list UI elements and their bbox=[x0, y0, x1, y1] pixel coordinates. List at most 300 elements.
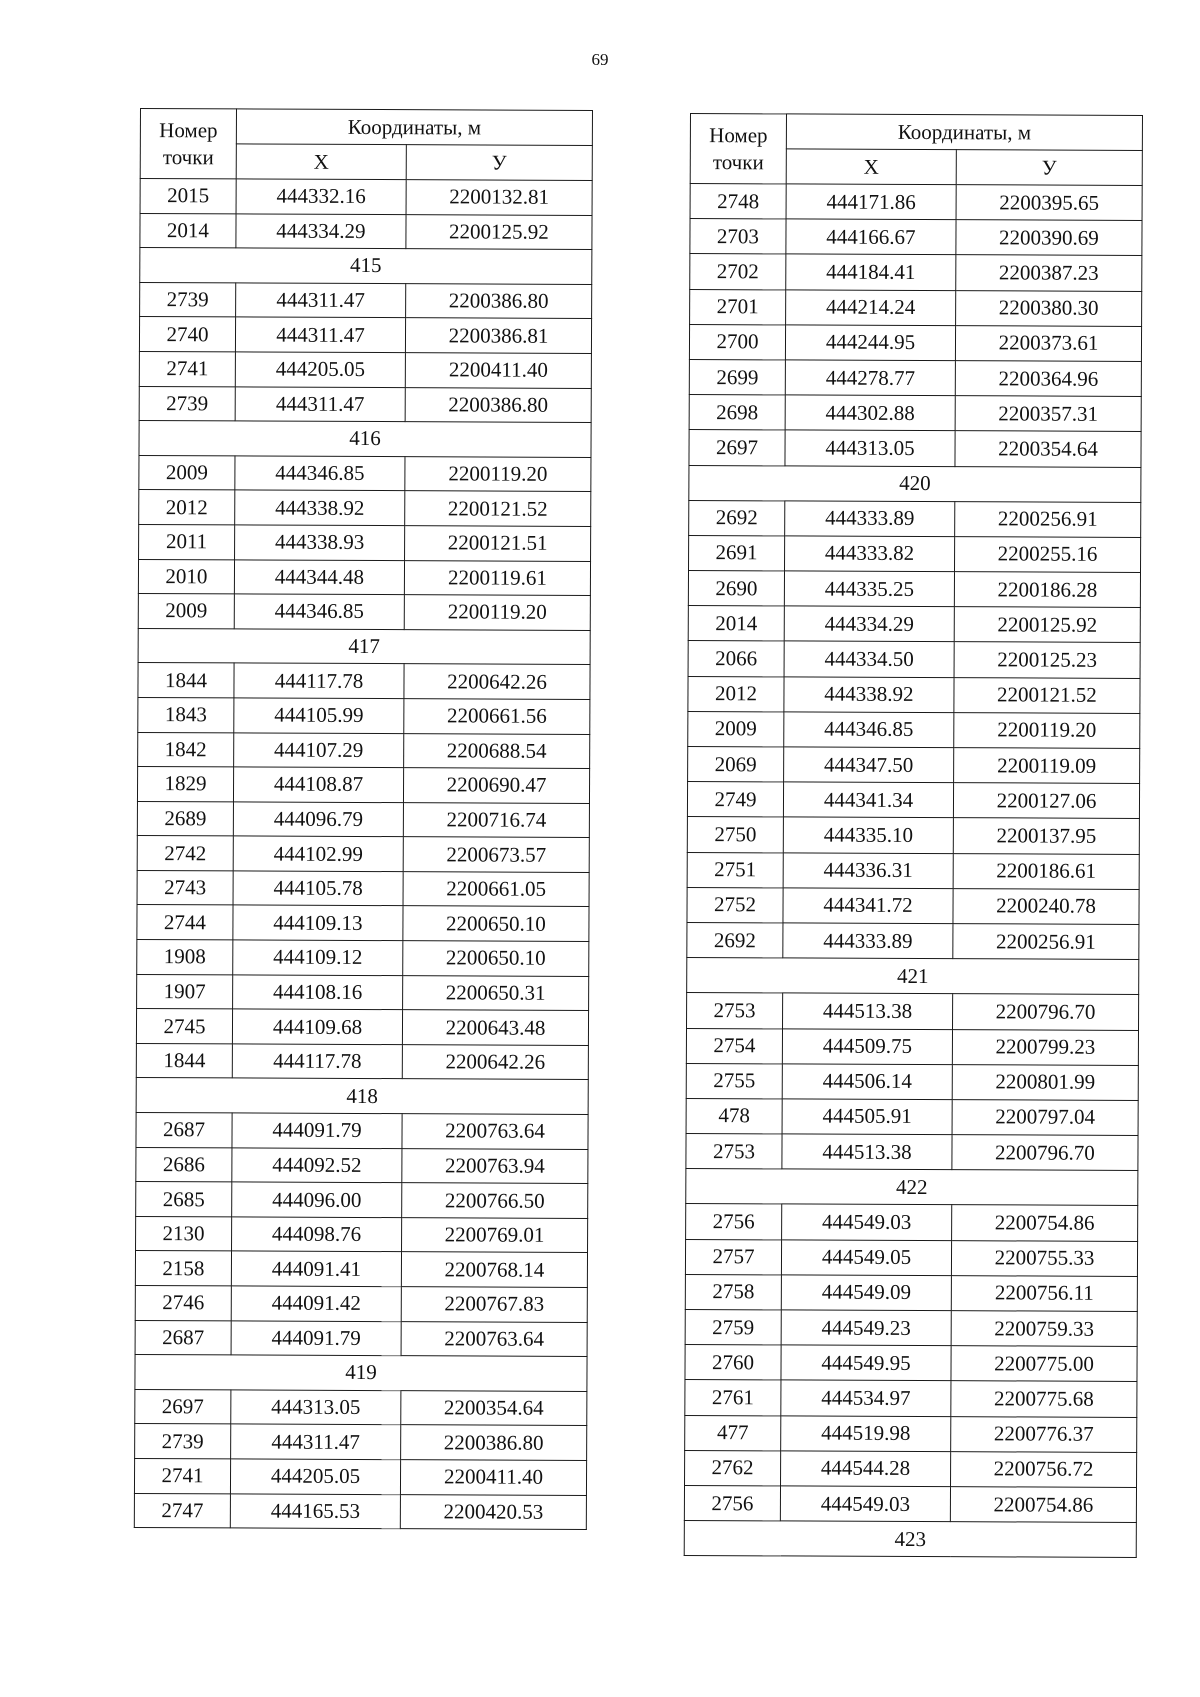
x-coordinate-cell: 444091.42 bbox=[231, 1286, 401, 1321]
y-coordinate-cell: 2200690.47 bbox=[403, 768, 589, 803]
x-coordinate-cell: 444117.78 bbox=[232, 1044, 402, 1079]
table-row bbox=[689, 535, 1141, 572]
point-number-header-line1: Номер bbox=[709, 123, 768, 148]
x-coordinate-cell: 444513.38 bbox=[782, 1134, 952, 1170]
table-row bbox=[686, 1098, 1138, 1135]
x-coordinate-cell: 444334.29 bbox=[236, 214, 406, 249]
table-row bbox=[139, 386, 591, 423]
point-number-cell: 2687 bbox=[136, 1113, 232, 1148]
y-coordinate-cell: 2200756.11 bbox=[951, 1275, 1137, 1311]
x-header: Х bbox=[786, 149, 956, 185]
section-label: 415 bbox=[140, 248, 592, 285]
x-coordinate-cell: 444333.89 bbox=[783, 923, 953, 959]
x-coordinate-cell: 444549.03 bbox=[780, 1486, 950, 1522]
table-row bbox=[685, 1274, 1137, 1311]
y-coordinate-cell: 2200756.72 bbox=[951, 1451, 1137, 1487]
y-coordinate-cell: 2200256.91 bbox=[955, 501, 1141, 537]
table-row bbox=[687, 887, 1139, 924]
section-label: 420 bbox=[689, 465, 1141, 502]
x-coordinate-cell: 444344.48 bbox=[234, 559, 404, 594]
table-row bbox=[137, 870, 589, 907]
table-row bbox=[135, 1251, 587, 1288]
table-row bbox=[688, 676, 1140, 713]
y-coordinate-cell: 2200373.61 bbox=[955, 325, 1141, 361]
y-coordinate-cell: 2200357.31 bbox=[955, 396, 1141, 432]
point-number-cell: 2010 bbox=[138, 559, 234, 594]
point-number-cell: 2158 bbox=[135, 1251, 231, 1286]
point-number-cell: 2692 bbox=[687, 922, 783, 958]
table-row bbox=[684, 1485, 1136, 1522]
section-row bbox=[139, 421, 591, 458]
point-number-cell: 2756 bbox=[686, 1204, 782, 1240]
section-row bbox=[135, 1355, 587, 1392]
point-number-cell: 2747 bbox=[134, 1493, 230, 1528]
y-coordinate-cell: 2200186.61 bbox=[953, 853, 1139, 889]
table-row bbox=[139, 317, 591, 354]
x-coordinate-cell: 444096.79 bbox=[233, 802, 403, 837]
y-coordinate-cell: 2200801.99 bbox=[952, 1064, 1138, 1100]
x-coordinate-cell: 444333.82 bbox=[785, 536, 955, 572]
y-coordinate-cell: 2200775.00 bbox=[951, 1346, 1137, 1382]
x-coordinate-cell: 444108.87 bbox=[233, 767, 403, 802]
y-coordinate-cell: 2200643.48 bbox=[402, 1010, 588, 1045]
table-row bbox=[135, 1320, 587, 1357]
point-number-cell: 2700 bbox=[689, 324, 785, 360]
y-coordinate-cell: 2200364.96 bbox=[955, 361, 1141, 397]
x-coordinate-cell: 444346.85 bbox=[234, 594, 404, 629]
x-coordinate-cell: 444109.12 bbox=[233, 940, 403, 975]
point-number-cell: 2753 bbox=[686, 1134, 782, 1170]
point-number-cell: 2011 bbox=[139, 524, 235, 559]
point-number-cell: 2742 bbox=[137, 836, 233, 871]
x-coordinate-cell: 444506.14 bbox=[782, 1064, 952, 1100]
x-coordinate-cell: 444505.91 bbox=[782, 1099, 952, 1135]
y-coordinate-cell: 2200411.40 bbox=[400, 1460, 586, 1495]
point-number-cell: 1843 bbox=[138, 697, 234, 732]
section-row bbox=[684, 1521, 1136, 1558]
x-coordinate-cell: 444109.13 bbox=[233, 905, 403, 940]
table-row bbox=[136, 1182, 588, 1219]
x-coordinate-cell: 444244.95 bbox=[785, 325, 955, 361]
table-row bbox=[685, 1380, 1137, 1417]
y-coordinate-cell: 2200354.64 bbox=[955, 431, 1141, 467]
x-coordinate-cell: 444313.05 bbox=[785, 430, 955, 466]
point-number-cell: 1829 bbox=[137, 767, 233, 802]
x-coordinate-cell: 444311.47 bbox=[231, 1424, 401, 1459]
table-row bbox=[688, 606, 1140, 643]
x-coordinate-cell: 444302.88 bbox=[785, 395, 955, 431]
table-row bbox=[686, 1134, 1138, 1171]
point-number-cell: 2762 bbox=[685, 1450, 781, 1486]
section-row bbox=[138, 628, 590, 665]
table-row bbox=[686, 1063, 1138, 1100]
y-coordinate-cell: 2200137.95 bbox=[953, 818, 1139, 854]
y-coordinate-cell: 2200240.78 bbox=[953, 888, 1139, 924]
x-coordinate-cell: 444509.75 bbox=[782, 1028, 952, 1064]
y-coordinate-cell: 2200119.20 bbox=[954, 712, 1140, 748]
y-coordinate-cell: 2200776.37 bbox=[951, 1416, 1137, 1452]
point-number-cell: 2009 bbox=[138, 594, 234, 629]
x-coordinate-cell: 444117.78 bbox=[234, 663, 404, 698]
table-row bbox=[686, 1204, 1138, 1241]
y-coordinate-cell: 2200125.92 bbox=[406, 214, 592, 249]
table-row bbox=[685, 1309, 1137, 1346]
table-row bbox=[135, 1424, 587, 1461]
table-row bbox=[689, 500, 1141, 537]
table-row bbox=[138, 594, 590, 631]
section-row bbox=[136, 1078, 588, 1115]
y-coordinate-cell: 2200763.94 bbox=[402, 1148, 588, 1183]
table-row bbox=[136, 1216, 588, 1253]
x-coordinate-cell: 444165.53 bbox=[230, 1493, 400, 1528]
point-number-cell: 2012 bbox=[139, 490, 235, 525]
table-row bbox=[690, 184, 1142, 221]
point-number-cell: 2740 bbox=[139, 317, 235, 352]
point-number-cell: 2015 bbox=[140, 179, 236, 214]
y-coordinate-cell: 2200411.40 bbox=[405, 353, 591, 388]
point-number-cell: 2752 bbox=[687, 887, 783, 923]
x-coordinate-cell: 444278.77 bbox=[785, 360, 955, 396]
point-number-cell: 2739 bbox=[139, 386, 235, 421]
point-number-cell: 2754 bbox=[686, 1028, 782, 1064]
y-coordinate-cell: 2200759.33 bbox=[951, 1311, 1137, 1347]
table-row bbox=[689, 359, 1141, 396]
table-row bbox=[688, 641, 1140, 678]
table-row bbox=[139, 455, 591, 492]
point-number-cell: 2751 bbox=[687, 852, 783, 888]
table-row bbox=[688, 571, 1140, 608]
table-row bbox=[687, 993, 1139, 1030]
y-coordinate-cell: 2200796.70 bbox=[953, 994, 1139, 1030]
y-coordinate-cell: 2200132.81 bbox=[406, 180, 592, 215]
table-row bbox=[135, 1285, 587, 1322]
y-coordinate-cell: 2200642.26 bbox=[402, 1044, 588, 1079]
y-coordinate-cell: 2200255.16 bbox=[955, 537, 1141, 573]
point-number-cell: 2697 bbox=[135, 1389, 231, 1424]
section-label: 422 bbox=[686, 1169, 1138, 1206]
table-header bbox=[140, 109, 592, 181]
table-row bbox=[685, 1239, 1137, 1276]
x-coordinate-cell: 444336.31 bbox=[783, 852, 953, 888]
table-row bbox=[690, 219, 1142, 256]
y-coordinate-cell: 2200716.74 bbox=[403, 802, 589, 837]
section-label: 419 bbox=[135, 1355, 587, 1392]
y-coordinate-cell: 2200386.80 bbox=[406, 283, 592, 318]
x-coordinate-cell: 444109.68 bbox=[232, 1009, 402, 1044]
y-coordinate-cell: 2200642.26 bbox=[404, 664, 590, 699]
table-row bbox=[687, 782, 1139, 819]
table-row bbox=[689, 324, 1141, 361]
table-row bbox=[137, 801, 589, 838]
point-number-header bbox=[690, 114, 786, 184]
point-number-header-line2: точки bbox=[712, 149, 764, 174]
x-coordinate-cell: 444549.09 bbox=[781, 1275, 951, 1311]
table-row bbox=[689, 395, 1141, 432]
point-number-cell: 2014 bbox=[140, 213, 236, 248]
y-coordinate-cell: 2200387.23 bbox=[956, 255, 1142, 291]
table-row bbox=[137, 767, 589, 804]
point-number-cell: 1907 bbox=[137, 974, 233, 1009]
section-label: 416 bbox=[139, 421, 591, 458]
point-number-cell: 2750 bbox=[687, 817, 783, 853]
y-coordinate-cell: 2200186.28 bbox=[954, 572, 1140, 608]
table-row bbox=[136, 1113, 588, 1150]
section-label: 421 bbox=[687, 958, 1139, 995]
point-number-cell: 2066 bbox=[688, 641, 784, 677]
point-number-cell: 2012 bbox=[688, 676, 784, 712]
point-number-cell: 2743 bbox=[137, 870, 233, 905]
table-row bbox=[136, 1009, 588, 1046]
table-body bbox=[684, 184, 1142, 1558]
x-coordinate-cell: 444333.89 bbox=[785, 501, 955, 537]
y-coordinate-cell: 2200797.04 bbox=[952, 1100, 1138, 1136]
table-row bbox=[134, 1493, 586, 1530]
x-coordinate-cell: 444098.76 bbox=[232, 1217, 402, 1252]
x-coordinate-cell: 444338.92 bbox=[235, 490, 405, 525]
point-number-cell: 2703 bbox=[690, 219, 786, 255]
y-coordinate-cell: 2200767.83 bbox=[401, 1287, 587, 1322]
x-coordinate-cell: 444311.47 bbox=[236, 283, 406, 318]
table-row bbox=[138, 732, 590, 769]
y-coordinate-cell: 2200673.57 bbox=[403, 837, 589, 872]
x-coordinate-cell: 444341.72 bbox=[783, 888, 953, 924]
y-coordinate-cell: 2200395.65 bbox=[956, 185, 1142, 221]
table-row bbox=[690, 254, 1142, 291]
table-body bbox=[134, 179, 592, 1530]
point-number-header-line1: Номер bbox=[159, 118, 218, 143]
x-coordinate-cell: 444334.50 bbox=[784, 641, 954, 677]
table-row bbox=[140, 179, 592, 216]
y-coordinate-cell: 2200766.50 bbox=[402, 1183, 588, 1218]
section-row bbox=[687, 958, 1139, 995]
point-number-cell: 1908 bbox=[137, 940, 233, 975]
point-number-cell: 2069 bbox=[688, 746, 784, 782]
x-coordinate-cell: 444107.29 bbox=[234, 732, 404, 767]
point-number-cell: 2009 bbox=[139, 455, 235, 490]
point-number-cell: 2748 bbox=[690, 184, 786, 220]
y-coordinate-cell: 2200754.86 bbox=[950, 1487, 1136, 1523]
table-row bbox=[136, 1147, 588, 1184]
y-coordinate-cell: 2200125.23 bbox=[954, 642, 1140, 678]
y-coordinate-cell: 2200119.09 bbox=[954, 748, 1140, 784]
point-number-cell: 2702 bbox=[690, 254, 786, 290]
x-coordinate-cell: 444313.05 bbox=[231, 1390, 401, 1425]
y-coordinate-cell: 2200769.01 bbox=[402, 1217, 588, 1252]
y-coordinate-cell: 2200763.64 bbox=[401, 1321, 587, 1356]
table-row bbox=[140, 213, 592, 250]
x-coordinate-cell: 444549.23 bbox=[781, 1310, 951, 1346]
point-number-cell: 1842 bbox=[138, 732, 234, 767]
point-number-cell: 2689 bbox=[137, 801, 233, 836]
point-number-cell: 2739 bbox=[140, 282, 236, 317]
y-coordinate-cell: 2200420.53 bbox=[400, 1494, 586, 1529]
coordinates-header: Координаты, м bbox=[236, 109, 592, 146]
point-number-cell: 2697 bbox=[689, 430, 785, 466]
x-coordinate-cell: 444335.25 bbox=[784, 571, 954, 607]
x-coordinate-cell: 444105.78 bbox=[233, 871, 403, 906]
x-coordinate-cell: 444108.16 bbox=[233, 975, 403, 1010]
point-number-cell: 2758 bbox=[685, 1274, 781, 1310]
point-number-cell: 2749 bbox=[687, 782, 783, 818]
table-row bbox=[136, 1043, 588, 1080]
y-coordinate-cell: 2200121.52 bbox=[954, 677, 1140, 713]
x-coordinate-cell: 444096.00 bbox=[232, 1182, 402, 1217]
x-coordinate-cell: 444332.16 bbox=[236, 179, 406, 214]
table-row bbox=[137, 836, 589, 873]
y-coordinate-cell: 2200650.10 bbox=[403, 906, 589, 941]
y-coordinate-cell: 2200799.23 bbox=[952, 1029, 1138, 1065]
table-row bbox=[139, 490, 591, 527]
section-label: 417 bbox=[138, 628, 590, 665]
point-number-cell: 2014 bbox=[688, 606, 784, 642]
page-number: 69 bbox=[591, 50, 609, 69]
point-number-cell: 2745 bbox=[136, 1009, 232, 1044]
point-number-cell: 2756 bbox=[684, 1485, 780, 1521]
table-row bbox=[685, 1415, 1137, 1452]
section-label: 423 bbox=[684, 1521, 1136, 1558]
point-number-cell: 2685 bbox=[136, 1182, 232, 1217]
x-coordinate-cell: 444346.85 bbox=[784, 712, 954, 748]
table-header bbox=[690, 114, 1142, 186]
table-row bbox=[135, 1389, 587, 1426]
y-header: У bbox=[406, 145, 592, 181]
point-number-cell: 2699 bbox=[689, 359, 785, 395]
y-coordinate-cell: 2200125.92 bbox=[954, 607, 1140, 643]
point-number-cell: 2130 bbox=[136, 1216, 232, 1251]
point-number-header-line2: точки bbox=[162, 144, 214, 169]
y-coordinate-cell: 2200386.80 bbox=[401, 1425, 587, 1460]
table-row bbox=[140, 282, 592, 319]
x-coordinate-cell: 444549.03 bbox=[782, 1204, 952, 1240]
x-coordinate-cell: 444346.85 bbox=[235, 456, 405, 491]
y-coordinate-cell: 2200650.10 bbox=[403, 941, 589, 976]
section-row bbox=[689, 465, 1141, 502]
coordinates-table-left bbox=[134, 108, 593, 1530]
x-coordinate-cell: 444091.79 bbox=[232, 1113, 402, 1148]
x-coordinate-cell: 444105.99 bbox=[234, 698, 404, 733]
table-row bbox=[689, 430, 1141, 467]
x-coordinate-cell: 444311.47 bbox=[235, 317, 405, 352]
x-coordinate-cell: 444513.38 bbox=[783, 993, 953, 1029]
point-number-cell: 2692 bbox=[689, 500, 785, 536]
x-coordinate-cell: 444335.10 bbox=[783, 817, 953, 853]
point-number-cell: 2701 bbox=[690, 289, 786, 325]
x-coordinate-cell: 444347.50 bbox=[784, 747, 954, 783]
y-coordinate-cell: 2200796.70 bbox=[952, 1135, 1138, 1171]
y-coordinate-cell: 2200390.69 bbox=[956, 220, 1142, 256]
y-header: У bbox=[956, 150, 1142, 186]
y-coordinate-cell: 2200127.06 bbox=[953, 783, 1139, 819]
y-coordinate-cell: 2200119.20 bbox=[404, 595, 590, 630]
y-coordinate-cell: 2200755.33 bbox=[951, 1240, 1137, 1276]
table-row bbox=[139, 351, 591, 388]
point-number-cell: 2687 bbox=[135, 1320, 231, 1355]
x-header: Х bbox=[236, 144, 406, 180]
point-number-cell: 2744 bbox=[137, 905, 233, 940]
point-number-cell: 2753 bbox=[687, 993, 783, 1029]
x-coordinate-cell: 444549.95 bbox=[781, 1345, 951, 1381]
x-coordinate-cell: 444205.05 bbox=[235, 352, 405, 387]
point-number-cell: 1844 bbox=[138, 663, 234, 698]
x-coordinate-cell: 444311.47 bbox=[235, 386, 405, 421]
x-coordinate-cell: 444338.92 bbox=[784, 677, 954, 713]
point-number-cell: 477 bbox=[685, 1415, 781, 1451]
y-coordinate-cell: 2200775.68 bbox=[951, 1381, 1137, 1417]
table-row bbox=[137, 905, 589, 942]
x-coordinate-cell: 444184.41 bbox=[786, 254, 956, 290]
point-number-cell: 2755 bbox=[686, 1063, 782, 1099]
y-coordinate-cell: 2200763.64 bbox=[402, 1114, 588, 1149]
x-coordinate-cell: 444092.52 bbox=[232, 1148, 402, 1183]
x-coordinate-cell: 444544.28 bbox=[781, 1451, 951, 1487]
x-coordinate-cell: 444549.05 bbox=[781, 1240, 951, 1276]
table-row bbox=[139, 524, 591, 561]
table-row bbox=[688, 711, 1140, 748]
point-number-cell: 2760 bbox=[685, 1345, 781, 1381]
y-coordinate-cell: 2200380.30 bbox=[956, 290, 1142, 326]
y-coordinate-cell: 2200754.86 bbox=[952, 1205, 1138, 1241]
table-row bbox=[137, 940, 589, 977]
x-coordinate-cell: 444534.97 bbox=[781, 1380, 951, 1416]
x-coordinate-cell: 444091.41 bbox=[231, 1251, 401, 1286]
y-coordinate-cell: 2200661.05 bbox=[403, 872, 589, 907]
point-number-cell: 2698 bbox=[689, 395, 785, 431]
section-row bbox=[686, 1169, 1138, 1206]
point-number-cell: 2686 bbox=[136, 1147, 232, 1182]
coordinates-header: Координаты, м bbox=[786, 114, 1142, 151]
y-coordinate-cell: 2200386.80 bbox=[405, 387, 591, 422]
y-coordinate-cell: 2200661.56 bbox=[404, 699, 590, 734]
section-row bbox=[140, 248, 592, 285]
y-coordinate-cell: 2200121.52 bbox=[405, 491, 591, 526]
x-coordinate-cell: 444205.05 bbox=[230, 1459, 400, 1494]
y-coordinate-cell: 2200688.54 bbox=[404, 733, 590, 768]
x-coordinate-cell: 444091.79 bbox=[231, 1321, 401, 1356]
y-coordinate-cell: 2200121.51 bbox=[405, 526, 591, 561]
y-coordinate-cell: 2200650.31 bbox=[403, 975, 589, 1010]
x-coordinate-cell: 444341.34 bbox=[783, 782, 953, 818]
table-row bbox=[687, 852, 1139, 889]
y-coordinate-cell: 2200386.81 bbox=[405, 318, 591, 353]
point-number-cell: 478 bbox=[686, 1098, 782, 1134]
point-number-header bbox=[140, 109, 236, 179]
table-row bbox=[688, 746, 1140, 783]
x-coordinate-cell: 444334.29 bbox=[784, 606, 954, 642]
table-row bbox=[690, 289, 1142, 326]
point-number-cell: 2757 bbox=[685, 1239, 781, 1275]
y-coordinate-cell: 2200256.91 bbox=[953, 924, 1139, 960]
point-number-cell: 2691 bbox=[689, 535, 785, 571]
point-number-cell: 2759 bbox=[685, 1309, 781, 1345]
table-row bbox=[138, 663, 590, 700]
point-number-cell: 2746 bbox=[135, 1285, 231, 1320]
point-number-cell: 2741 bbox=[134, 1458, 230, 1493]
table-row bbox=[687, 817, 1139, 854]
table-row bbox=[685, 1345, 1137, 1382]
y-coordinate-cell: 2200354.64 bbox=[401, 1390, 587, 1425]
table-row bbox=[686, 1028, 1138, 1065]
point-number-cell: 2761 bbox=[685, 1380, 781, 1416]
point-number-cell: 2739 bbox=[135, 1424, 231, 1459]
x-coordinate-cell: 444338.93 bbox=[235, 525, 405, 560]
table-row bbox=[138, 559, 590, 596]
section-label: 418 bbox=[136, 1078, 588, 1115]
table-row bbox=[134, 1458, 586, 1495]
table-row bbox=[687, 922, 1139, 959]
point-number-cell: 2741 bbox=[139, 351, 235, 386]
table-row bbox=[685, 1450, 1137, 1487]
x-coordinate-cell: 444166.67 bbox=[786, 219, 956, 255]
